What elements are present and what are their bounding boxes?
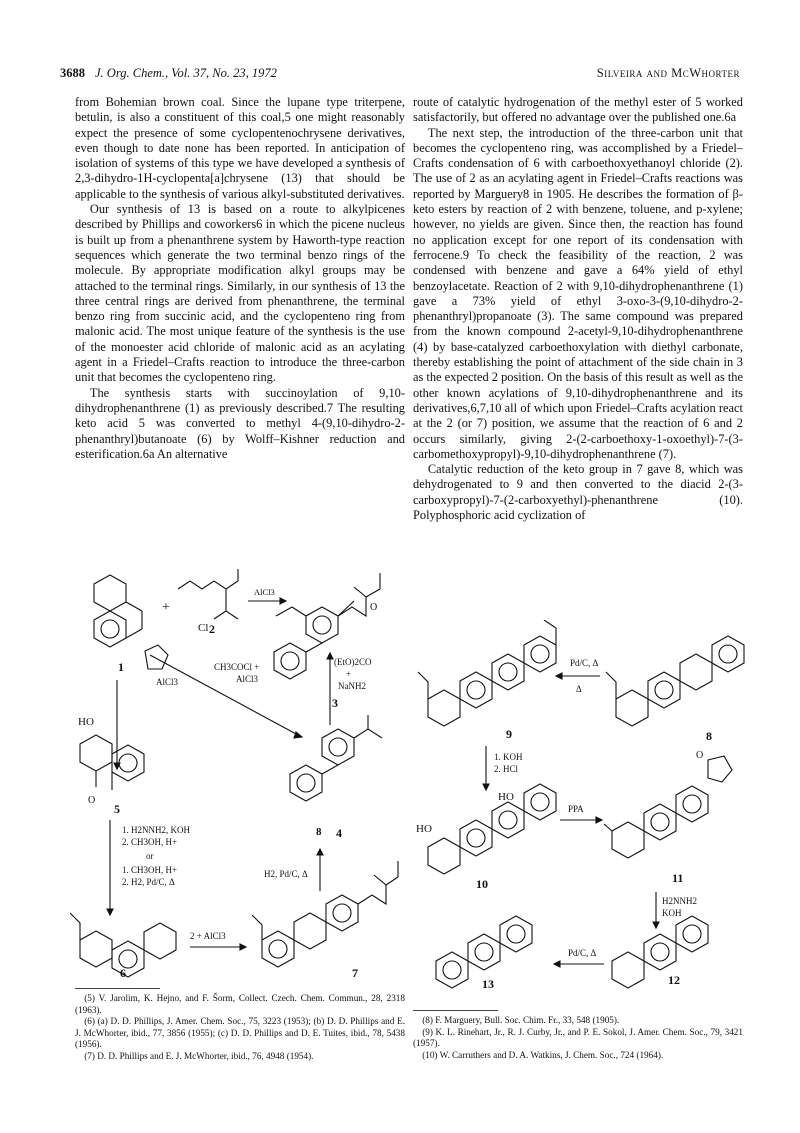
compound-4-structure bbox=[290, 715, 382, 801]
label-12: 12 bbox=[668, 973, 680, 987]
label-1: 1 bbox=[118, 660, 124, 674]
label-7: 7 bbox=[352, 966, 358, 980]
reaction-scheme-right bbox=[410, 620, 750, 990]
footnotes-left bbox=[75, 993, 405, 1063]
wk-step-3: 1. CH3OH, H+ bbox=[122, 865, 178, 875]
reagent-final-dehydrogenation: Pd/C, Δ bbox=[568, 948, 597, 958]
arrowhead bbox=[294, 732, 302, 738]
compound-8-structure bbox=[606, 636, 744, 726]
reagent-carboethoxylation-2: + bbox=[346, 669, 352, 679]
running-authors: Silveira and McWhorter bbox=[596, 66, 740, 80]
page-number: 3688 bbox=[60, 66, 85, 80]
footnotes-right bbox=[413, 1015, 743, 1061]
right-paragraph-2: The next step, the introduction of the three-carbon unit that becomes the cyclopenteno ring, was accomplished by a Friedel–Crafts condensation of 6 with carboethoxyethanoyl chloride (2). The use of 2 as an acylating agent in Friedel–Crafts reactions was reported by Marguery8 in 1905. He describes the formation of β-keto esters by reaction of 2 with benzene, toluene, and p-xylene; however, no yields are given. Since then, the reaction has found no application except for one report of its condensation with ferrocene.9 To check the feasibility of the reaction, 2 was condensed with benzene and gave a 64% yield of ethyl benzoylacetate. Reaction of 2 with 9,10-dihydrophenanthrene (1) gave a 73% yield of ethyl 3-oxo-3-(9,10-dihydro-2-phenanthryl)propanoate (3). The same compound was prepared from the known compound 2-acetyl-9,10-dihydrophenanthrene (4) by base-catalyzed carboethoxylation with diethyl carbonate, thereby establishing the point of attachment of the side chain in 3 as the expected 2 position. On the basis of this result as well as the other known acylations of 9,10-dihydrophenanthrene and its derivatives,6,7,10 all of which upon Friedel–Crafts acylation react at the 2 (or 7) position, we assume that the reaction of 6 and 2 occurs similarly, giving 2-(2-carboethoxy-1-oxoethyl)-7-(3-carbomethoxypropyl)-9,10-dihydrophenanthrene (7). bbox=[413, 125, 744, 461]
wk-step-1: 1. H2NNH2, KOH bbox=[122, 825, 190, 835]
hydrolysis-1: 1. KOH bbox=[494, 752, 523, 762]
reduction-1: H2NNH2 bbox=[662, 896, 697, 906]
footnote-5: (5) V. Jarolim, K. Hejno, and F. Šorm, Collect. Czech. Chem. Commun., 28, 2318 (1963). bbox=[75, 993, 405, 1015]
wk-or: or bbox=[146, 851, 154, 861]
left-paragraph-2: Our synthesis of 13 is based on a route to alkylpicenes described by Phillips and coworkers6 in which the picene nucleus is built up from a phenanthrene system by Haworth-type reaction sequences which generate the two terminal benzo rings of the molecule. By appropriate modification alkyl groups may be attached to the terminal rings. Similarly, in our synthesis of 13 the three central rings are derived from phenanthrene, the terminal benzo ring from succinic acid, and the cyclopenteno ring from malonic acid. The most unique feature of the synthesis is the use of the monoester acid chloride of malonic acid as an acylating agent in a Friedel–Crafts reaction to introduce the three-carbon unit that becomes the cyclopenteno ring. bbox=[75, 202, 405, 385]
reaction-scheme-left bbox=[70, 535, 410, 980]
right-column bbox=[413, 95, 743, 523]
reagent-alcl3: AlCl3 bbox=[254, 587, 275, 597]
arrowhead bbox=[107, 909, 113, 915]
compound-9-structure bbox=[418, 620, 556, 726]
left-paragraph-3: The synthesis starts with succinoylation of 9,10-dihydrophenanthrene (1) as previously described.7 The resulting keto acid 5 was converted to methyl 4-(9,10-dihydro-2-phenanthryl)butanoate (6) by Wolff–Kishner reduction and esterification.6a An alternative bbox=[75, 385, 405, 461]
reagent-acetylation-2: AlCl3 bbox=[236, 674, 259, 684]
label-8: 8 bbox=[316, 826, 322, 838]
reagent-ppa: PPA bbox=[568, 804, 584, 814]
label-11: 11 bbox=[672, 871, 684, 885]
footnote-6: (6) (a) D. D. Phillips, J. Amer. Chem. Soc., 75, 3223 (1953); (b) D. D. Phillips and E. J. McWhorter, ibid., 77, 3856 (1955); (c) D. D. Phillips and D. E. Tuites, ibid., 78, 5438 (1956). bbox=[75, 1016, 405, 1050]
compound-2-structure bbox=[178, 569, 238, 619]
ho-label-10b: HO bbox=[498, 791, 514, 803]
reagent-carboethoxylation-3: NaNH2 bbox=[338, 681, 366, 691]
reagent-alcl3-succinoylation: AlCl3 bbox=[156, 677, 179, 687]
succinic-anhydride-structure bbox=[145, 645, 168, 669]
label-5: 5 bbox=[114, 802, 120, 816]
label-8-right: 8 bbox=[706, 729, 712, 743]
arrowhead bbox=[483, 784, 489, 790]
reduction-2: KOH bbox=[662, 908, 682, 918]
label-13: 13 bbox=[482, 977, 494, 990]
reagent-carboethoxylation-1: (EtO)2CO bbox=[334, 657, 372, 667]
o-label-5: O bbox=[88, 795, 96, 806]
plus-sign: + bbox=[162, 600, 170, 615]
footnote-7: (7) D. D. Phillips and E. J. McWhorter, ibid., 76, 4948 (1954). bbox=[84, 1050, 314, 1061]
compound-11-structure bbox=[604, 756, 732, 858]
ho-label-10a: HO bbox=[416, 823, 432, 835]
arrowhead bbox=[280, 598, 286, 604]
o-label-11: O bbox=[696, 750, 704, 761]
reagent-acylation: 2 + AlCl3 bbox=[190, 931, 226, 941]
label-2: 2 bbox=[209, 622, 215, 636]
arrowhead bbox=[653, 922, 659, 928]
arrowhead bbox=[554, 961, 560, 967]
compound-10-structure bbox=[428, 784, 556, 874]
journal-citation: J. Org. Chem., Vol. 37, No. 23, 1972 bbox=[95, 66, 277, 80]
reagent-hydrogenation: H2, Pd/C, Δ bbox=[264, 869, 308, 879]
label-3: 3 bbox=[332, 696, 338, 710]
arrowhead bbox=[240, 944, 246, 950]
chlorine-label: Cl bbox=[198, 622, 209, 634]
label-9: 9 bbox=[506, 727, 512, 741]
left-column bbox=[75, 95, 405, 462]
label-10: 10 bbox=[476, 877, 488, 891]
ho-label-5: HO bbox=[78, 716, 94, 728]
compound-5-structure bbox=[80, 735, 144, 790]
right-paragraph-1: route of catalytic hydrogenation of the methyl ester of 5 worked satisfactorily, but offered no advantage over the published one.6a bbox=[413, 95, 743, 125]
wk-step-2: 2. CH3OH, H+ bbox=[122, 837, 178, 847]
left-paragraph-1: from Bohemian brown coal. Since the lupane type triterpene, betulin, is also a constituent of this coal,5 one might reasonably expect the presence of some cyclopentenochrysene derivatives, even though to date none has been reported. In anticipation of isolation of systems of this type we have developed a synthesis of 2,3-dihydro-1H-cyclopenta[a]chrysene (13) that should be applicable to the synthesis of various alkyl-substituted derivatives. bbox=[75, 95, 405, 201]
compound-1-structure bbox=[94, 575, 142, 647]
reagent-acetylation-1: CH3COCl + bbox=[214, 662, 260, 672]
footnote-10: (10) W. Carruthers and D. A. Watkins, J. Chem. Soc., 724 (1964). bbox=[422, 1049, 664, 1060]
label-6: 6 bbox=[120, 966, 126, 980]
o-label-3: O bbox=[370, 602, 378, 613]
arrowhead bbox=[317, 849, 323, 855]
reagent-dehydrogenation-2: Δ bbox=[576, 684, 582, 694]
footnote-rule-right bbox=[413, 1010, 498, 1011]
wk-step-4: 2. H2, Pd/C, Δ bbox=[122, 877, 175, 887]
reagent-dehydrogenation-1: Pd/C, Δ bbox=[570, 658, 599, 668]
footnote-8: (8) F. Marguery, Bull. Soc. Chim. Fr., 33, 548 (1905). bbox=[422, 1015, 620, 1025]
arrowhead bbox=[327, 653, 333, 659]
footnote-rule-left bbox=[75, 988, 160, 989]
arrowhead bbox=[596, 817, 602, 823]
hydrolysis-2: 2. HCl bbox=[494, 764, 519, 774]
right-paragraph-3: Catalytic reduction of the keto group in 7 gave 8, which was dehydrogenated to 9 and then converted to the diacid 2-(3-carboxypropyl)-7-(2-carboxyethyl)-phenanthrene (10). Polyphosphoric acid cyclization of bbox=[413, 462, 743, 523]
footnote-9: (9) K. L. Rinehart, Jr., R. J. Curby, Jr., and P. E. Sokol, J. Amer. Chem. Soc., 79, 3421 (1957). bbox=[413, 1026, 743, 1049]
label-4: 4 bbox=[336, 826, 342, 840]
compound-12-structure bbox=[612, 916, 708, 988]
arrowhead bbox=[556, 673, 562, 679]
